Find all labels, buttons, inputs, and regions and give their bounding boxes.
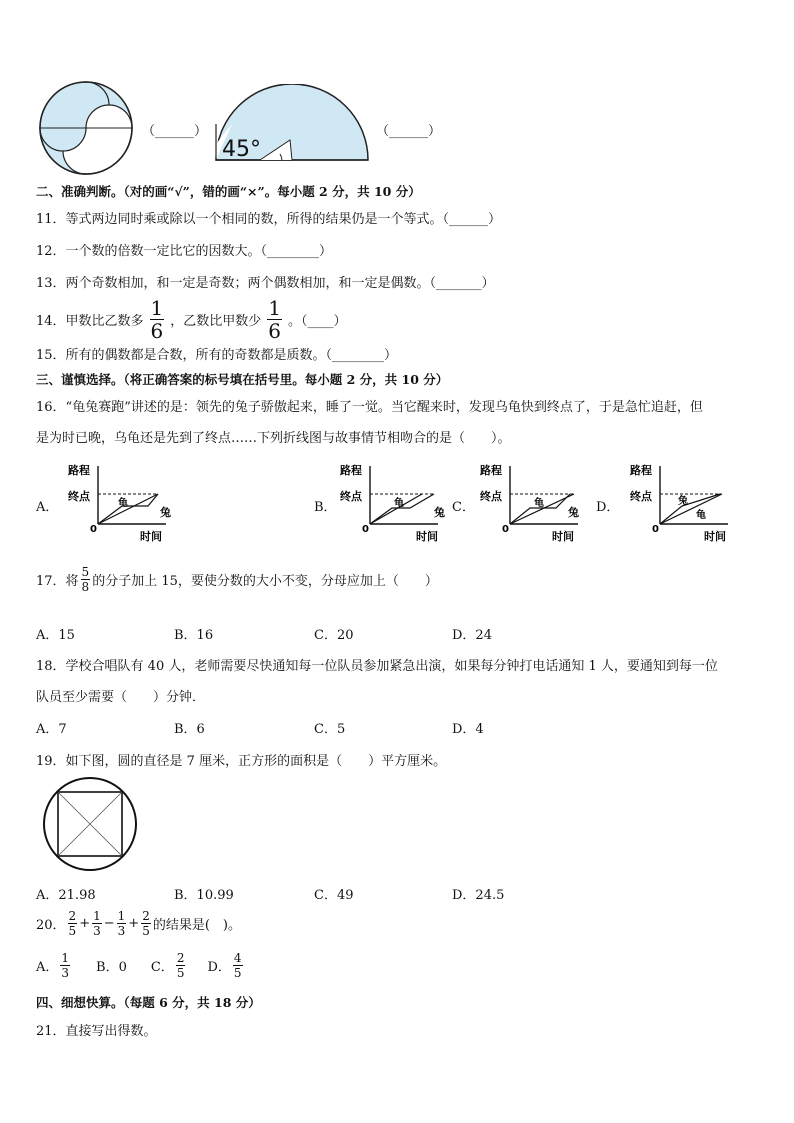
q16-graph-a[interactable] bbox=[62, 460, 182, 546]
question-11: 11．等式两边同时乘或除以一个相同的数，所得的结果仍是一个等式。（______） bbox=[36, 212, 502, 227]
question-15: 15．所有的偶数都是合数，所有的奇数都是质数。（________） bbox=[36, 348, 398, 363]
question-14 bbox=[36, 298, 347, 341]
q18-option-b[interactable]: B．6 bbox=[174, 722, 205, 737]
q20-operator-2: − bbox=[103, 916, 115, 931]
q17-option-d[interactable]: D．24 bbox=[452, 628, 492, 643]
section2-title: 二、准确判断。（对的画“√”，错的画“×”。每小题 2 分，共 10 分） bbox=[36, 184, 421, 199]
graph-y-label: 路程 bbox=[340, 464, 362, 477]
question-21: 21．直接写出得数。 bbox=[36, 1024, 157, 1039]
graph-x-label: 时间 bbox=[416, 530, 438, 543]
q18-option-a[interactable]: A．7 bbox=[36, 722, 67, 737]
option-fraction bbox=[176, 952, 186, 979]
question-17 bbox=[36, 566, 438, 593]
figure1-answer-blank[interactable]: （______） bbox=[142, 124, 208, 139]
question-20 bbox=[36, 910, 241, 937]
graph-turtle-label: 龟 bbox=[534, 498, 544, 509]
graph-y-label: 路程 bbox=[480, 464, 502, 477]
question-20-prefix: 20． bbox=[36, 918, 66, 933]
figure2-answer-blank[interactable]: （______） bbox=[376, 124, 442, 139]
fraction-denominator: 5 bbox=[176, 966, 185, 980]
question-16-line2: 是为时已晚，乌龟还是先到了终点……下列折线图与故事情节相吻合的是（ ）。 bbox=[36, 431, 511, 446]
fraction-denominator: 3 bbox=[61, 966, 70, 980]
q19-option-d[interactable]: D．24.5 bbox=[452, 888, 505, 903]
q16-graph-c[interactable] bbox=[474, 460, 594, 546]
q20-operator-1: + bbox=[79, 916, 91, 931]
graph-finish-label: 终点 bbox=[340, 490, 362, 503]
graph-y-label: 路程 bbox=[630, 464, 652, 477]
fraction-denominator: 6 bbox=[150, 319, 164, 343]
fraction-denominator: 3 bbox=[117, 924, 126, 938]
graph-turtle-label: 龟 bbox=[394, 498, 404, 509]
fraction-numerator: 1 bbox=[117, 909, 126, 923]
q16-option-b-label[interactable]: B． bbox=[314, 500, 337, 515]
question-13: 13．两个奇数相加，和一定是奇数；两个偶数相加，和一定是偶数。（_______） bbox=[36, 276, 495, 291]
angle-label: 45° bbox=[222, 137, 261, 162]
fraction-numerator: 2 bbox=[68, 909, 77, 923]
circle-square-figure bbox=[42, 776, 138, 872]
fraction-denominator: 5 bbox=[68, 924, 77, 938]
graph-turtle-label: 龟 bbox=[696, 510, 706, 521]
graph-x-label: 时间 bbox=[140, 530, 162, 543]
q16-option-a-label[interactable]: A． bbox=[36, 500, 59, 515]
option-fraction bbox=[60, 952, 70, 979]
q19-option-a[interactable]: A．21.98 bbox=[36, 888, 96, 903]
q20-operator-3: + bbox=[128, 916, 140, 931]
graph-origin-label: 0 bbox=[90, 524, 97, 535]
fraction-denominator: 3 bbox=[93, 924, 101, 938]
graph-y-label: 路程 bbox=[68, 464, 90, 477]
question-16-line1: 16．“龟兔赛跑”讲述的是：领先的兔子骄傲起来，睡了一觉。当它醒来时，发现乌龟快到终点了，于是急忙追赶，但 bbox=[36, 400, 703, 415]
question-19: 19．如下图，圆的直径是 7 厘米，正方形的面积是（ ）平方厘米。 bbox=[36, 754, 447, 769]
q20-option-c[interactable] bbox=[151, 952, 188, 979]
q16-option-d-label[interactable]: D． bbox=[596, 500, 620, 515]
fraction-denominator: 5 bbox=[142, 924, 150, 938]
q18-option-d[interactable]: D．4 bbox=[452, 722, 484, 737]
q16-option-c-label[interactable]: C． bbox=[452, 500, 475, 515]
q17-option-c[interactable]: C．20 bbox=[314, 628, 354, 643]
section4-title: 四、细想快算。（每题 6 分，共 18 分） bbox=[36, 995, 261, 1010]
q20-option-a[interactable] bbox=[36, 952, 72, 979]
question-17-part1: 17．将 bbox=[36, 574, 79, 589]
circle-yin-yang-figure bbox=[38, 80, 138, 176]
fraction-one-sixth-2 bbox=[267, 298, 282, 341]
fraction-numerator: 2 bbox=[176, 951, 185, 965]
q19-option-c[interactable]: C．49 bbox=[314, 888, 354, 903]
fraction-five-eighths bbox=[81, 566, 91, 593]
graph-rabbit-label: 兔 bbox=[160, 506, 171, 519]
question-14-part2: ，乙数比甲数少 bbox=[170, 314, 262, 329]
q20-option-d[interactable] bbox=[207, 952, 244, 979]
question-14-part1: 14．甲数比乙数多 bbox=[36, 314, 144, 329]
q20-fraction-4 bbox=[141, 910, 151, 937]
fraction-numerator: 2 bbox=[142, 909, 150, 923]
fraction-numerator: 1 bbox=[93, 909, 101, 923]
q16-graph-b[interactable] bbox=[334, 460, 454, 546]
q17-option-a[interactable]: A．15 bbox=[36, 628, 75, 643]
option-fraction bbox=[233, 952, 243, 979]
fraction-denominator: 8 bbox=[81, 580, 90, 594]
option-label: A． bbox=[36, 960, 59, 975]
q20-fraction-1 bbox=[68, 910, 78, 937]
fraction-numerator: 1 bbox=[150, 296, 164, 320]
q20-fraction-2 bbox=[92, 910, 102, 937]
graph-origin-label: 0 bbox=[502, 524, 509, 535]
graph-origin-label: 0 bbox=[652, 524, 659, 535]
option-label: D． bbox=[207, 960, 231, 975]
q20-fraction-3 bbox=[117, 910, 127, 937]
graph-finish-label: 终点 bbox=[68, 490, 90, 503]
fraction-numerator: 4 bbox=[233, 951, 242, 965]
question-12: 12．一个数的倍数一定比它的因数大。（________） bbox=[36, 244, 333, 259]
graph-x-label: 时间 bbox=[552, 530, 574, 543]
question-18-line2: 队员至少需要（ ）分钟． bbox=[36, 690, 206, 705]
question-17-part2: 的分子加上 15，要使分数的大小不变，分母应加上（ ） bbox=[92, 574, 438, 589]
q19-option-b[interactable]: B．10.99 bbox=[174, 888, 234, 903]
q20-option-b[interactable]: B．0 bbox=[96, 960, 127, 975]
graph-finish-label: 终点 bbox=[630, 490, 652, 503]
graph-rabbit-label: 兔 bbox=[568, 506, 579, 519]
q18-option-c[interactable]: C．5 bbox=[314, 722, 346, 737]
fraction-denominator: 6 bbox=[268, 319, 282, 343]
graph-x-label: 时间 bbox=[704, 530, 726, 543]
fraction-numerator: 5 bbox=[81, 565, 90, 579]
question-20-suffix: 的结果是( )。 bbox=[152, 918, 241, 933]
fraction-numerator: 1 bbox=[268, 296, 282, 320]
question-14-part3[interactable]: 。（____） bbox=[288, 314, 347, 329]
fraction-denominator: 5 bbox=[233, 966, 242, 980]
graph-rabbit-label: 兔 bbox=[434, 506, 445, 519]
section3-title: 三、谨慎选择。（将正确答案的标号填在括号里。每小题 2 分，共 10 分） bbox=[36, 372, 449, 387]
graph-origin-label: 0 bbox=[362, 524, 369, 535]
q17-option-b[interactable]: B．16 bbox=[174, 628, 214, 643]
fraction-numerator: 1 bbox=[61, 951, 70, 965]
question-18-line1: 18．学校合唱队有 40 人，老师需要尽快通知每一位队员参加紧急出演，如果每分钟打电话通知 1 人，要通知到每一位 bbox=[36, 659, 718, 674]
option-label: C． bbox=[150, 960, 174, 975]
graph-turtle-label: 龟 bbox=[118, 498, 128, 509]
graph-rabbit-label: 兔 bbox=[678, 496, 688, 507]
graph-finish-label: 终点 bbox=[480, 490, 502, 503]
semicircle-figure bbox=[212, 84, 372, 164]
fraction-one-sixth bbox=[150, 298, 165, 341]
q16-graph-d[interactable] bbox=[624, 460, 744, 546]
q20-options bbox=[36, 952, 245, 979]
